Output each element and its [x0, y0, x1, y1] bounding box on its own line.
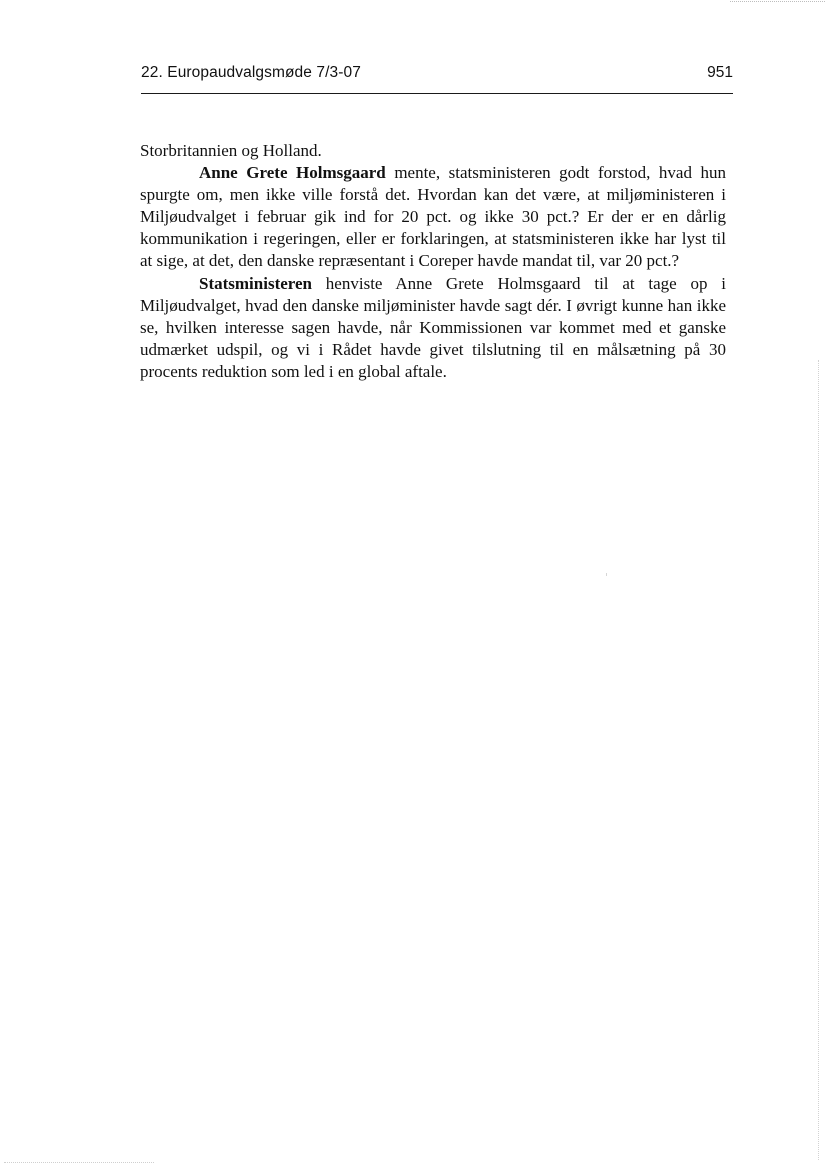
paragraph-text: Storbritannien og Holland.: [140, 141, 322, 160]
paragraph-continuation: [140, 140, 726, 162]
paragraph-statement: [140, 273, 726, 383]
page-number: 951: [707, 64, 733, 81]
body-text: [140, 140, 726, 383]
paragraph-text: henviste Anne Grete Holmsgaard til at tage op i Miljøudvalget, hvad den danske miljøminister havde sagt dér. I øvrigt kunne han ikke se, hvilken interesse sagen havde, når Kommissionen var kommet med et ganske udmærket udspil, og vi i Rådet havde givet tilslutning til en målsætning på 30 procents reduktion som led i en global aftale.: [140, 273, 726, 381]
scan-edge-artifact-top: [730, 1, 825, 2]
paragraph-text: mente, statsministeren godt forstod, hvad hun spurgte om, men ikke ville forstå det. Hvordan kan det være, at miljøministeren i Miljøudvalget i februar gik ind for 20 pct. og ikke 30 pct.? Er der er en dårlig kommunikation i regeringen, eller er forklaringen, at statsministeren ikke har lyst til at sige, at det, den danske repræsentant i Coreper havde mandat til, var 20 pct.?: [140, 163, 726, 271]
running-header-title: 22. Europaudvalgsmøde 7/3-07: [141, 64, 361, 81]
speaker-name: Statsministeren: [199, 273, 313, 293]
scan-speck: [606, 573, 607, 576]
scan-edge-artifact-right: [818, 360, 819, 1160]
scan-edge-artifact-bottom: [4, 1162, 154, 1163]
paragraph-statement: [140, 162, 726, 272]
header-rule: [141, 93, 733, 94]
speaker-name: Anne Grete Holmsgaard: [199, 163, 386, 183]
running-header: [141, 64, 733, 88]
